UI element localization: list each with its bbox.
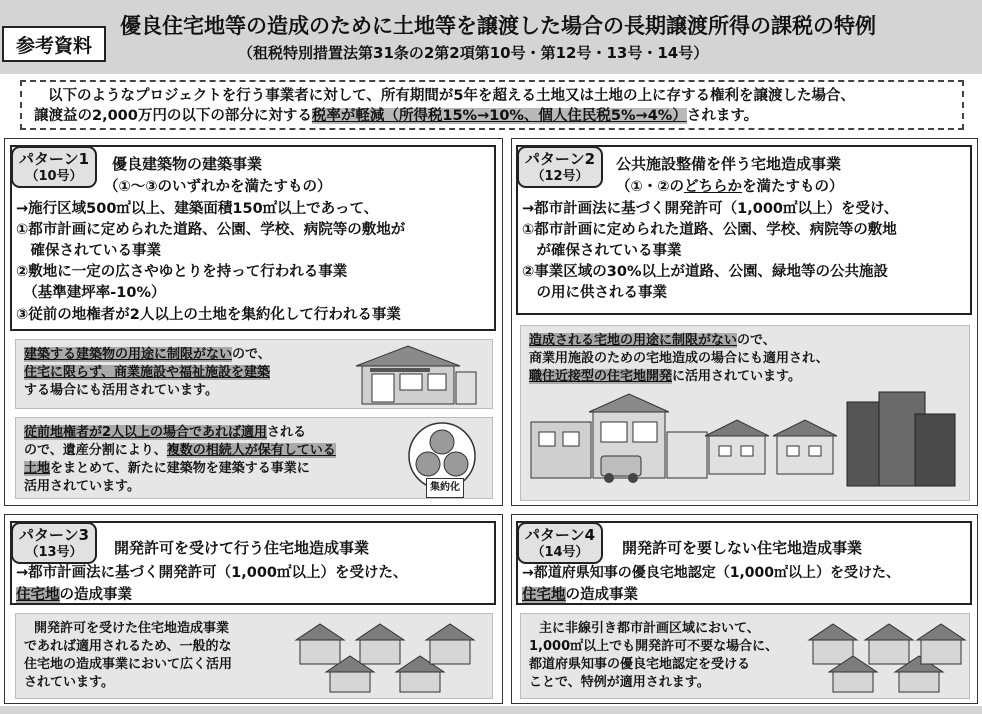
line-emphasis: 住宅地 [16, 587, 60, 603]
pattern3-badge [11, 522, 97, 564]
pattern2-line: が確保されている事業 [522, 243, 682, 259]
pattern3-line-1: →都市計画法に基づく開発許可（1,000㎡以上）を受けた、 [16, 565, 408, 581]
header-band [0, 0, 982, 74]
note-line: 開発許可を受けた住宅地造成事業 [34, 621, 230, 636]
pattern2-badge [517, 146, 603, 188]
note-line [529, 332, 961, 350]
pattern1-condition: （①～③のいずれかを満たすもの） [104, 179, 332, 195]
pattern3-badge-label: パターン3 [18, 526, 90, 544]
pattern2-condition [616, 177, 844, 197]
note-line: する場合にも活用されています。 [24, 383, 218, 398]
shop-building-illustration [356, 344, 478, 406]
pattern1-card [10, 145, 496, 331]
pattern1-badge [11, 146, 97, 188]
note-line: 主に非線引き都市計画区域において、 [539, 621, 760, 636]
note-emphasis: 複数の相続人が保有している [166, 443, 336, 458]
note-line: ことで、特例が適用されます。 [529, 675, 710, 690]
note-emphasis: 造成される宅地の用途に制限がない [529, 333, 738, 348]
pattern4-panel [511, 514, 978, 704]
pattern1-note-1 [15, 339, 493, 409]
pattern2-line: の用に供される事業 [522, 285, 667, 301]
note-line: されています。 [24, 675, 114, 690]
pattern1-line: ②敷地に一定の広さやゆとりを持って行われる事業 [16, 264, 348, 280]
note-line: 都道府県知事の優良宅地認定を受ける [529, 657, 751, 672]
town-illustration [529, 392, 961, 488]
note-line: であれば適用されるため、一般的な [24, 639, 232, 654]
bottom-band [0, 706, 982, 714]
pattern2-card [516, 145, 972, 315]
pattern1-line: →施行区域500㎡以上、建築面積150㎡以上であって、 [16, 201, 379, 217]
pattern3-panel [4, 514, 503, 704]
pattern2-line: ①都市計画に定められた道路、公園、学校、病院等の敷地 [522, 222, 897, 238]
tax-reduction-highlight: 税率が軽減（所得税15%→10%、個人住民税5%→4%） [311, 108, 687, 124]
pattern4-badge-label: パターン4 [524, 526, 596, 544]
condition-emphasis: どちらか [684, 179, 743, 195]
note-text: ので、 [232, 347, 271, 362]
pattern2-line: →都市計画法に基づく開発許可（1,000㎡以上）を受け、 [522, 201, 899, 217]
pattern4-badge [517, 522, 603, 564]
note-emphasis: 職住近接型の住宅地開発 [529, 369, 673, 384]
pattern1-panel [4, 138, 503, 506]
page-subtitle: （租税特別措置法第31条の2第2項第10号・第12号・13号・14号） [238, 44, 709, 62]
pattern3-note [15, 613, 493, 699]
note-emphasis: 住宅に限らず、商業施設や福祉施設を建築 [24, 365, 270, 380]
pattern1-badge-number: （10号） [25, 169, 83, 184]
pattern2-title: 公共施設整備を伴う宅地造成事業 [616, 155, 842, 173]
pattern4-card [516, 521, 972, 605]
pattern1-title: 優良建築物の建築事業 [112, 155, 263, 173]
pattern4-line-2 [522, 585, 638, 605]
intro-line-2-suffix: されます。 [686, 108, 759, 124]
pattern2-line: ②事業区域の30%以上が道路、公園、緑地等の公共施設 [522, 264, 888, 280]
pattern1-note-2 [15, 417, 493, 499]
note-line [529, 368, 961, 386]
note-line: 活用されています。 [24, 479, 140, 494]
pattern1-line: （基準建坪率-10%） [16, 285, 166, 301]
intro-line-2-prefix: 譲渡益の2,000万円の以下の部分に対する [34, 108, 312, 124]
note-emphasis: 土地 [24, 461, 51, 476]
note-emphasis: 建築する建築物の用途に制限がない [24, 347, 233, 362]
reference-tag: 参考資料 [2, 26, 106, 62]
pattern2-badge-label: パターン2 [524, 150, 596, 168]
line-text: の造成事業 [565, 587, 638, 603]
pattern3-line-2 [16, 585, 132, 605]
note-text: ので、 [737, 333, 776, 348]
note-line: 住宅地の造成事業において広く活用 [24, 657, 233, 672]
line-emphasis: 住宅地 [522, 587, 566, 603]
pattern1-line: ①都市計画に定められた道路、公園、学校、病院等の敷地が [16, 222, 406, 238]
intro-box [20, 80, 964, 130]
page-title: 優良住宅地等の造成のために土地等を譲渡した場合の長期譲渡所得の課税の特例 [120, 14, 876, 38]
condition-text: を満たすもの） [742, 179, 844, 195]
condition-text: （①・②の [616, 179, 685, 195]
intro-line-2 [34, 106, 950, 126]
pattern1-line: ③従前の地権者が2人以上の土地を集約化して行われる事業 [16, 307, 401, 323]
pattern4-note [520, 613, 970, 699]
note-emphasis: 従前地権者が2人以上の場合であれば適用 [24, 425, 268, 440]
note-line: 1,000㎡以上でも開発許可不要な場合に、 [529, 639, 779, 654]
pattern3-badge-number: （13号） [25, 545, 83, 560]
pattern1-badge-label: パターン1 [18, 150, 90, 168]
note-text: される [267, 425, 307, 440]
pattern4-line-1: →都道府県知事の優良宅地認定（1,000㎡以上）を受けた、 [522, 565, 901, 581]
houses-illustration [286, 618, 486, 694]
intro-line-1: 以下のようなプロジェクトを行う事業者に対して、所有期間が5年を超える土地又は土地の上に存する権利を譲渡した場合、 [48, 88, 856, 104]
pattern4-title: 開発許可を要しない住宅地造成事業 [622, 539, 863, 557]
note-line: 商業用施設のための宅地造成の場合にも適用され、 [529, 351, 829, 366]
note-text: に活用されています。 [672, 369, 801, 384]
consolidation-label: 集約化 [426, 478, 464, 498]
pattern3-title: 開発許可を受けて行う住宅地造成事業 [114, 539, 370, 557]
note-text: ので、遺産分割により、 [24, 443, 167, 458]
pattern3-card [10, 521, 496, 605]
pattern1-line: 確保されている事業 [16, 243, 161, 259]
pattern2-badge-number: （12号） [531, 169, 589, 184]
pattern4-badge-number: （14号） [531, 545, 589, 560]
pattern2-panel [511, 138, 978, 506]
houses-illustration [805, 618, 965, 694]
pattern2-note [520, 325, 970, 501]
note-text: をまとめて、新たに建築物を建築する事業に [50, 461, 310, 476]
line-text: の造成事業 [59, 587, 132, 603]
